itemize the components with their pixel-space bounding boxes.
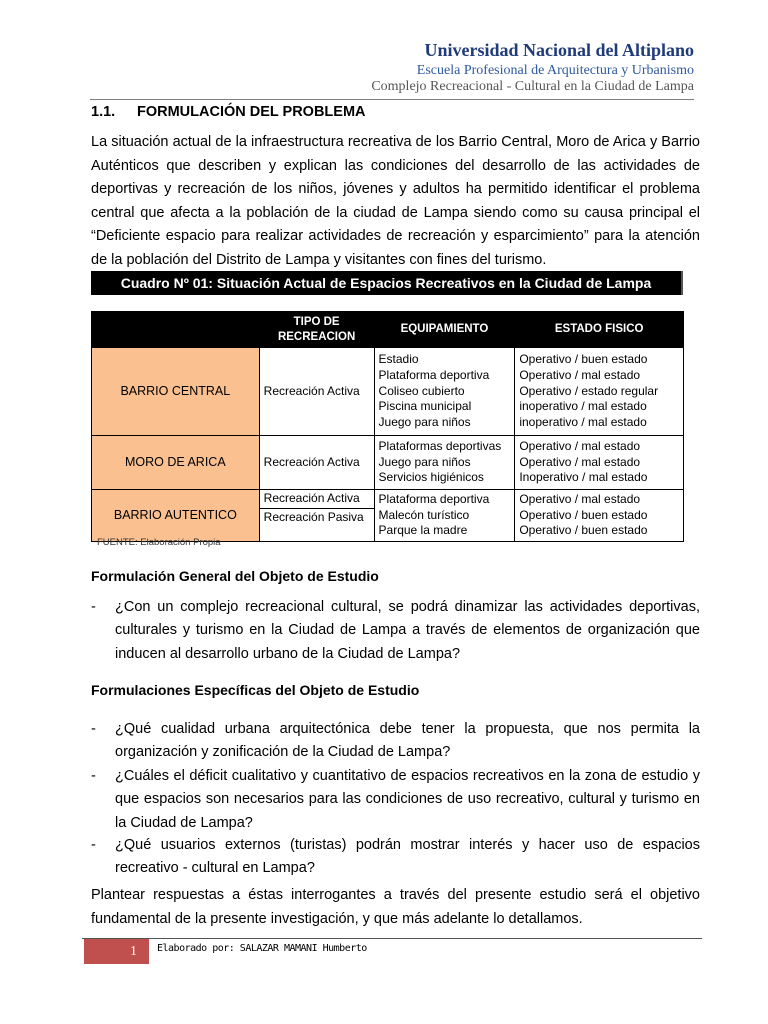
header-cell: ESTADO FISICO (515, 312, 684, 348)
equipamiento-item: Malecón turístico (378, 507, 470, 522)
estado-item: Operativo / buen estado (519, 507, 648, 522)
estado-item: Operativo / buen estado (519, 523, 648, 538)
equipamiento-cell (374, 436, 515, 490)
estado-cell (515, 490, 684, 542)
footer-author: Elaborado por: SALAZAR MAMANI Humberto (157, 943, 367, 954)
equipamiento-item: Juego para niños (378, 454, 471, 469)
tipo-cell: Recreación Activa (259, 348, 374, 436)
equipamiento-item: Plataforma deportiva (378, 367, 490, 382)
barrio-cell: BARRIO CENTRAL (92, 348, 260, 436)
estado-item: Inoperativo / mal estado (519, 470, 648, 485)
equipamiento-item: Estadio (378, 352, 419, 367)
section-number: 1.1. (91, 104, 116, 120)
table-caption: Cuadro Nº 01: Situación Actual de Espacios Recreativos en la Ciudad de Lampa (91, 271, 683, 295)
header-cell: EQUIPAMIENTO (374, 312, 515, 348)
footer-divider (82, 938, 702, 939)
estado-item: inoperativo / mal estado (519, 415, 647, 430)
bullet-dash: - (91, 599, 96, 615)
school-name: Escuela Profesional de Arquitectura y Urbanismo (416, 63, 694, 78)
bullet-dash: - (91, 837, 96, 853)
estado-item: inoperativo / mal estado (519, 399, 647, 414)
barrio-cell: MORO DE ARICA (92, 436, 260, 490)
equipamiento-item: Juego para niños (378, 415, 471, 430)
tipo-cell: Recreación Pasiva (259, 508, 374, 541)
tipo-cell: Recreación Activa (259, 436, 374, 490)
recreation-table (91, 311, 684, 542)
equipamiento-item: Plataformas deportivas (378, 438, 502, 453)
list-item (91, 765, 700, 835)
equipamiento-cell (374, 348, 515, 436)
estado-item: Operativo / estado regular (519, 383, 659, 398)
page-number: 1 (84, 939, 149, 964)
list-item (91, 596, 700, 666)
section-heading (91, 104, 366, 120)
estado-cell (515, 348, 684, 436)
barrio-cell: BARRIO AUTENTICO (92, 490, 260, 542)
equipamiento-item: Coliseo cubierto (378, 383, 465, 398)
estado-item: Operativo / buen estado (519, 352, 648, 367)
list-item-text: ¿Qué cualidad urbana arquitectónica debe tener la propuesta, que nos permita la organización y zonificación de la Ciudad de Lampa? (115, 721, 700, 761)
table-row (92, 436, 684, 490)
general-heading: Formulación General del Objeto de Estudio (91, 568, 379, 584)
estado-item: Operativo / mal estado (519, 367, 641, 382)
table-source: FUENTE: Elaboración Propia (97, 537, 221, 548)
intro-paragraph: La situación actual de la infraestructura recreativa de los Barrio Central, Moro de Arica y Barrio Auténticos que describen y explican las condiciones del desarrollo de las actividades de deportivas y recreación de los niños, jóvenes y adultos ha permitido identificar el problema central que afecta a la población de la ciudad de Lampa siendo como su causa principal el “Deficiente espacio para realizar actividades de recreación y esparcimiento” para la atención de la población del Distrito de Lampa y visitantes con fines del turismo. (91, 134, 700, 268)
university-name: Universidad Nacional del Altiplano (424, 40, 694, 60)
equipamiento-item: Servicios higiénicos (378, 470, 484, 485)
project-name: Complejo Recreacional - Cultural en la Ciudad de Lampa (371, 79, 694, 94)
equipamiento-cell (374, 490, 515, 542)
equipamiento-item: Piscina municipal (378, 399, 472, 414)
header-cell (92, 312, 260, 348)
equipamiento-item: Plataforma deportiva (378, 491, 490, 506)
estado-item: Operativo / mal estado (519, 454, 641, 469)
specific-heading: Formulaciones Específicas del Objeto de Estudio (91, 682, 420, 698)
table-row (92, 490, 684, 509)
list-item-text: ¿Cuáles el déficit cualitativo y cuantitativo de espacios recreativos en la zona de estudio y que espacios son necesarios para las condiciones de uso recreativo, cultural y turismo en la Ciudad de Lampa? (115, 768, 700, 831)
tipo-cell: Recreación Activa (259, 490, 374, 509)
bullet-dash: - (91, 768, 96, 784)
bullet-dash: - (91, 721, 96, 737)
estado-item: Operativo / mal estado (519, 438, 641, 453)
table-row (92, 348, 684, 436)
closing-paragraph: Plantear respuestas a éstas interrogantes a través del presente estudio será el objetivo fundamental de la presente investigación, y que más adelante lo detallamos. (91, 887, 700, 927)
list-item-text: ¿Con un complejo recreacional cultural, se podrá dinamizar las actividades deportivas, culturales y turismo en la Ciudad de Lampa a través de elementos de organización que inducen al desarrollo urbano de la Ciudad de Lampa? (115, 599, 700, 662)
section-title: FORMULACIÓN DEL PROBLEMA (137, 104, 366, 120)
estado-cell (515, 436, 684, 490)
header-cell: TIPO DE RECREACION (259, 312, 374, 348)
estado-item: Operativo / mal estado (519, 491, 641, 506)
equipamiento-item: Parque la madre (378, 523, 468, 538)
table-header-row (92, 312, 684, 348)
list-item (91, 718, 700, 765)
header-divider (90, 99, 694, 100)
list-item-text: ¿Qué usuarios externos (turistas) podrán mostrar interés y hacer uso de espacios recreativo - cultural en Lampa? (115, 837, 700, 877)
list-item (91, 834, 700, 881)
